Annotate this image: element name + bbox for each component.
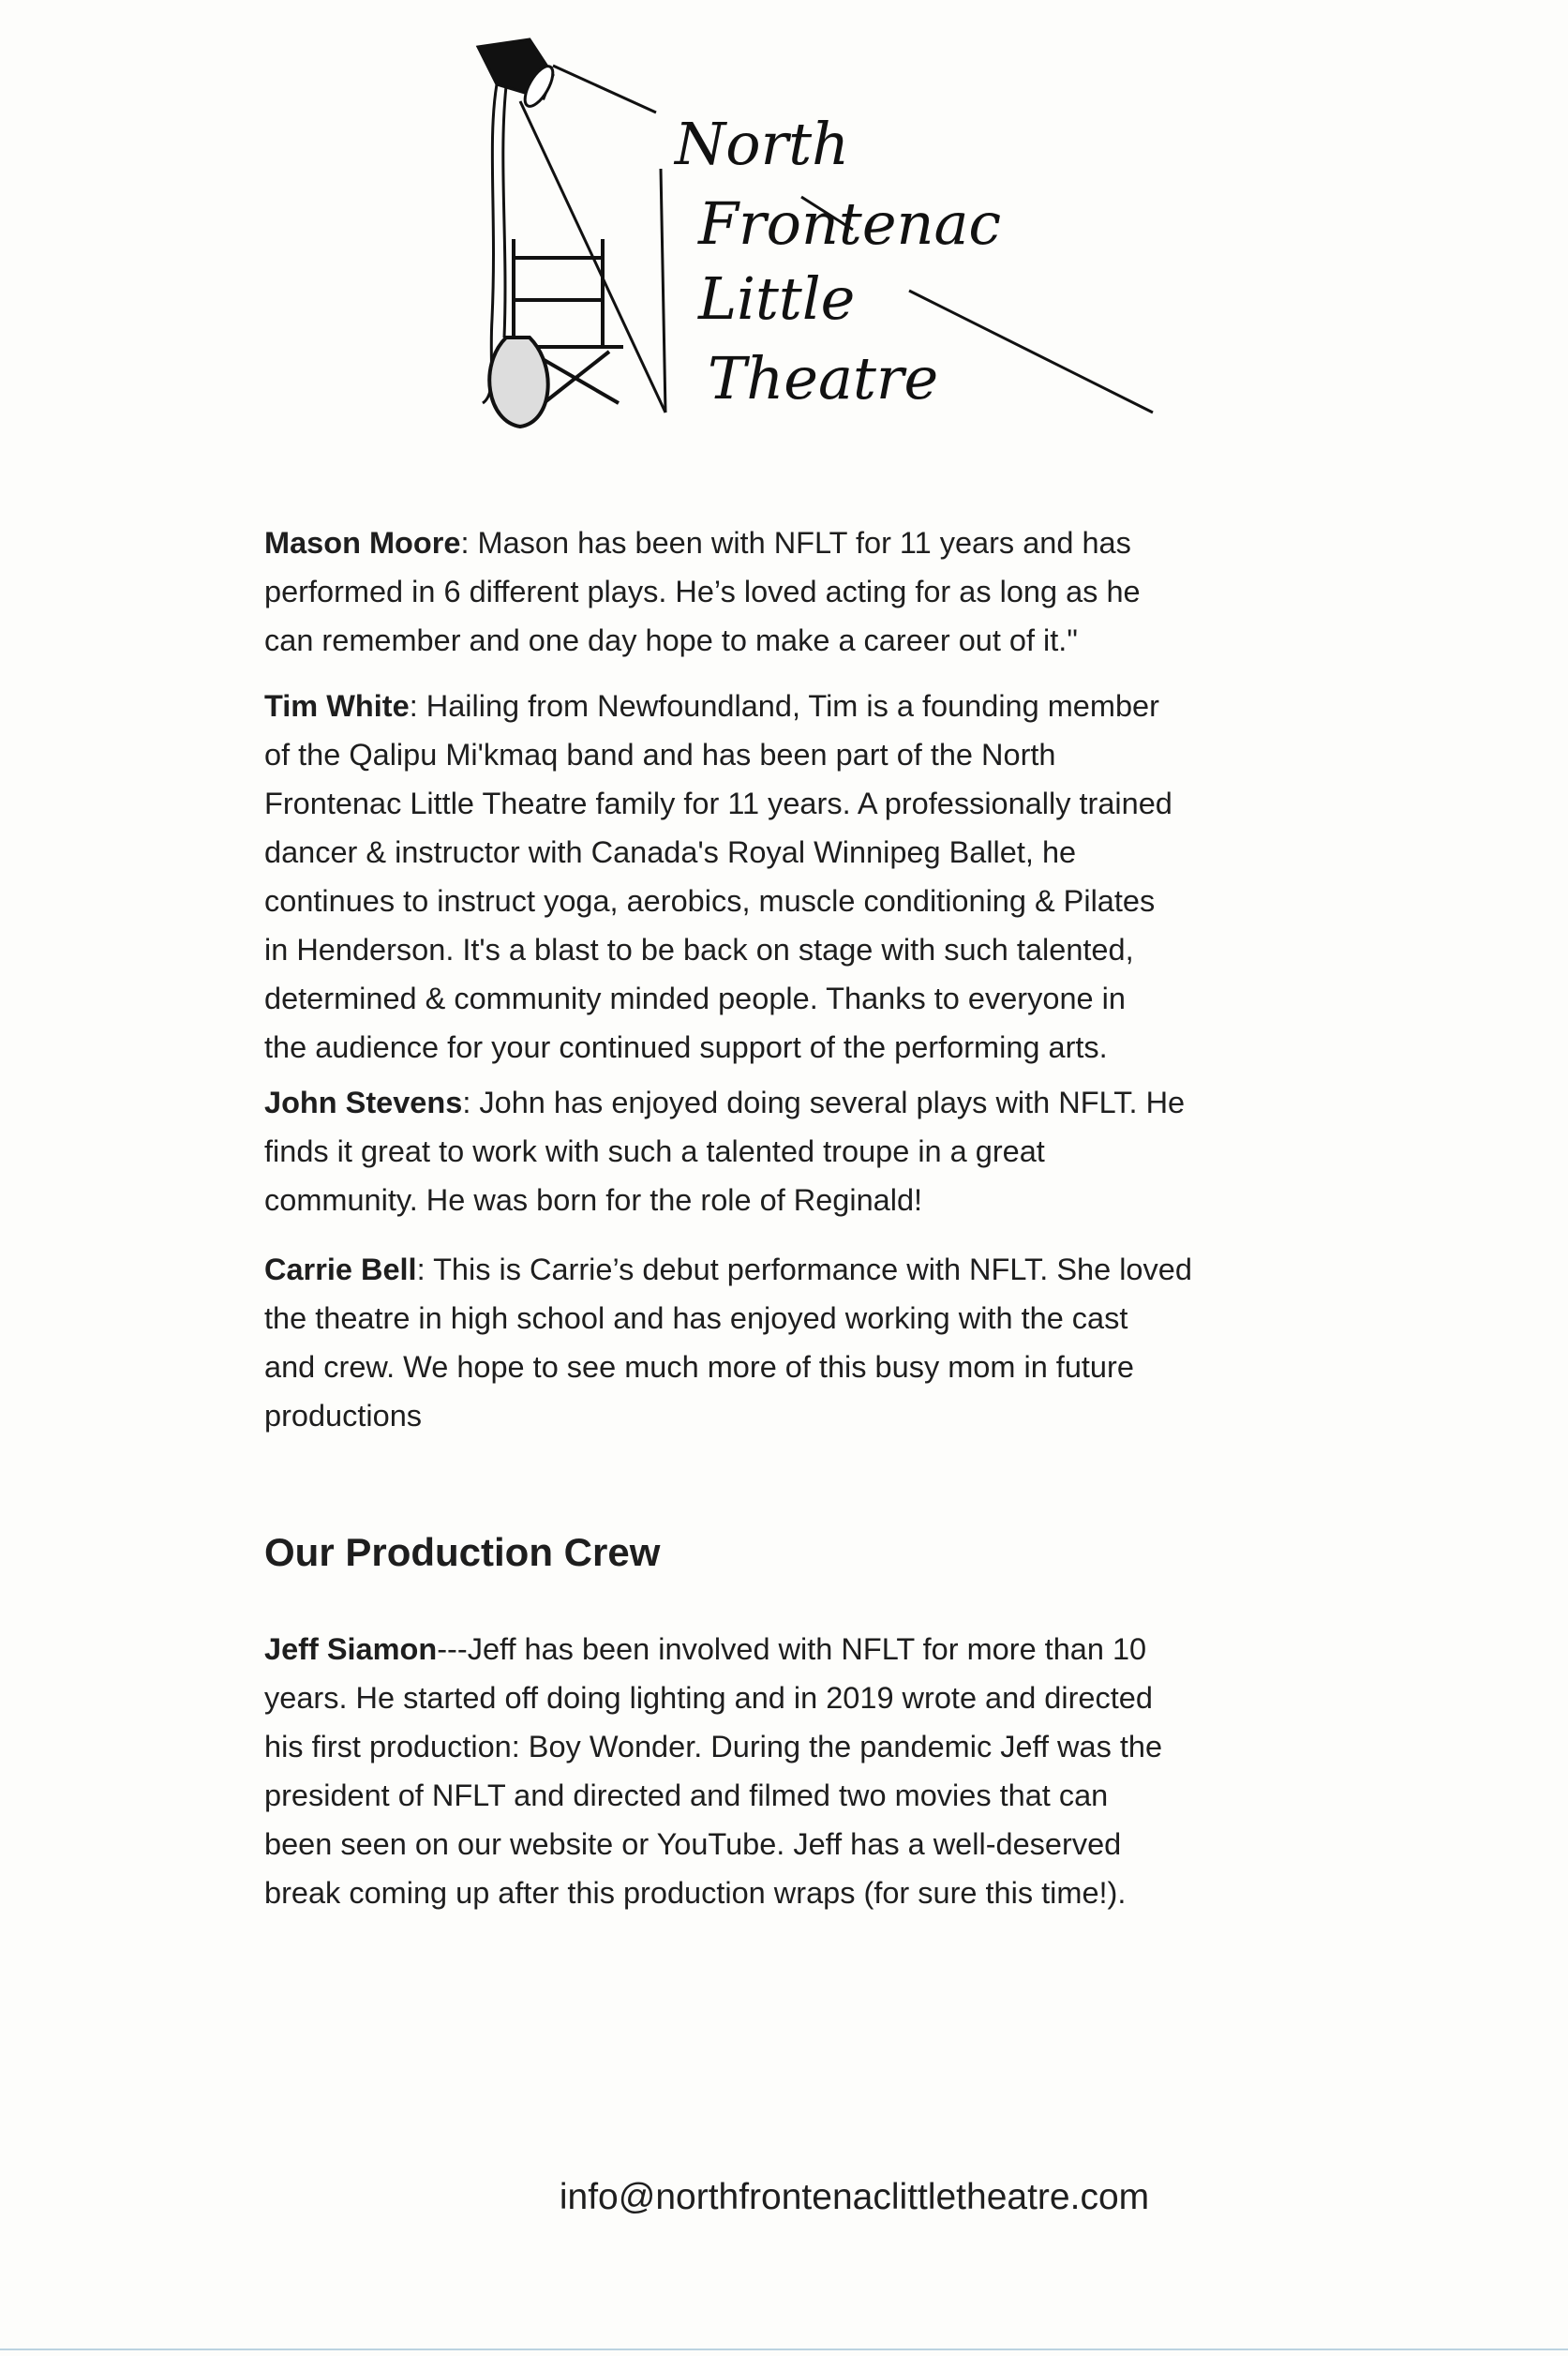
text-line: years. He started off doing lighting and in 2019 wrote and directed (264, 1681, 1153, 1715)
text-line (264, 682, 1172, 730)
text-line: president of NFLT and directed and filmed two movies that can (264, 1778, 1109, 1812)
bio-carrie-bell (264, 1245, 1192, 1440)
text-line: his first production: Boy Wonder. During the pandemic Jeff was the (264, 1730, 1163, 1763)
text-line (264, 1625, 1162, 1673)
text-line: the theatre in high school and has enjoyed working with the cast (264, 1301, 1128, 1335)
bio-name: Tim White (264, 689, 410, 723)
separator: --- (437, 1632, 468, 1666)
text-line: and crew. We hope to see much more of this busy mom in future (264, 1350, 1134, 1384)
text-line: break coming up after this production wraps (for sure this time!). (264, 1876, 1127, 1910)
text-line: finds it great to work with such a talented troupe in a great (264, 1134, 1045, 1168)
separator: : (416, 1253, 426, 1286)
text-line (264, 1245, 1192, 1294)
text-line: community. He was born for the role of Reginald! (264, 1183, 923, 1217)
text-line: Frontenac Little Theatre family for 11 years. A professionally trained (264, 787, 1172, 820)
directors-chair-icon (489, 239, 623, 427)
bio-name: John Stevens (264, 1086, 463, 1119)
bio-text: Hailing from Newfoundland, Tim is a founding member (417, 689, 1159, 723)
bio-john-stevens (264, 1078, 1185, 1224)
text-line: productions (264, 1399, 423, 1433)
bio-text: Jeff has been involved with NFLT for more than 10 (467, 1632, 1147, 1666)
bio-name: Jeff Siamon (264, 1632, 438, 1666)
bio-tim-white (264, 682, 1172, 1072)
text-line: of the Qalipu Mi'kmaq band and has been part of the North (264, 738, 1056, 772)
svg-text:Frontenac: Frontenac (698, 189, 1002, 258)
bio-name: Mason Moore (264, 526, 461, 560)
bio-mason-moore: Mason Moore: Mason has been with NFLT for 11 years and has performed in 6 different plays. He’s loved acting for as long as he can remember and one day hope to make a career out of it." (264, 526, 1141, 657)
text-line: in Henderson. It's a blast to be back on stage with such talented, (264, 933, 1134, 967)
bio-name: Carrie Bell (264, 1253, 417, 1286)
separator: : (462, 1086, 471, 1119)
nflt-logo (441, 28, 1172, 431)
text-line: dancer & instructor with Canada's Royal Winnipeg Ballet, he (264, 835, 1077, 869)
bio-text: This is Carrie’s debut performance with NFLT. She loved (425, 1253, 1192, 1286)
svg-text:Little: Little (698, 264, 856, 333)
separator: : (409, 689, 418, 723)
svg-text:Theatre: Theatre (708, 344, 939, 413)
text-line: determined & community minded people. Thanks to everyone in (264, 982, 1126, 1015)
section-heading-production-crew: Our Production Crew (264, 1530, 661, 1574)
text-line: the audience for your continued support of the performing arts. (264, 1030, 1108, 1064)
contact-email[interactable]: info@northfrontenaclittletheatre.com (559, 2177, 1150, 2217)
text-line: continues to instruct yoga, aerobics, muscle conditioning & Pilates (264, 884, 1156, 918)
svg-text:North: North (675, 110, 850, 178)
text-line: been seen on our website or YouTube. Jeff has a well-deserved (264, 1827, 1122, 1861)
text-line (264, 1078, 1185, 1127)
bio-text: John has enjoyed doing several plays with NFLT. He (470, 1086, 1186, 1119)
crew-jeff-siamon (264, 1625, 1162, 1917)
page-edge (0, 2348, 1568, 2350)
